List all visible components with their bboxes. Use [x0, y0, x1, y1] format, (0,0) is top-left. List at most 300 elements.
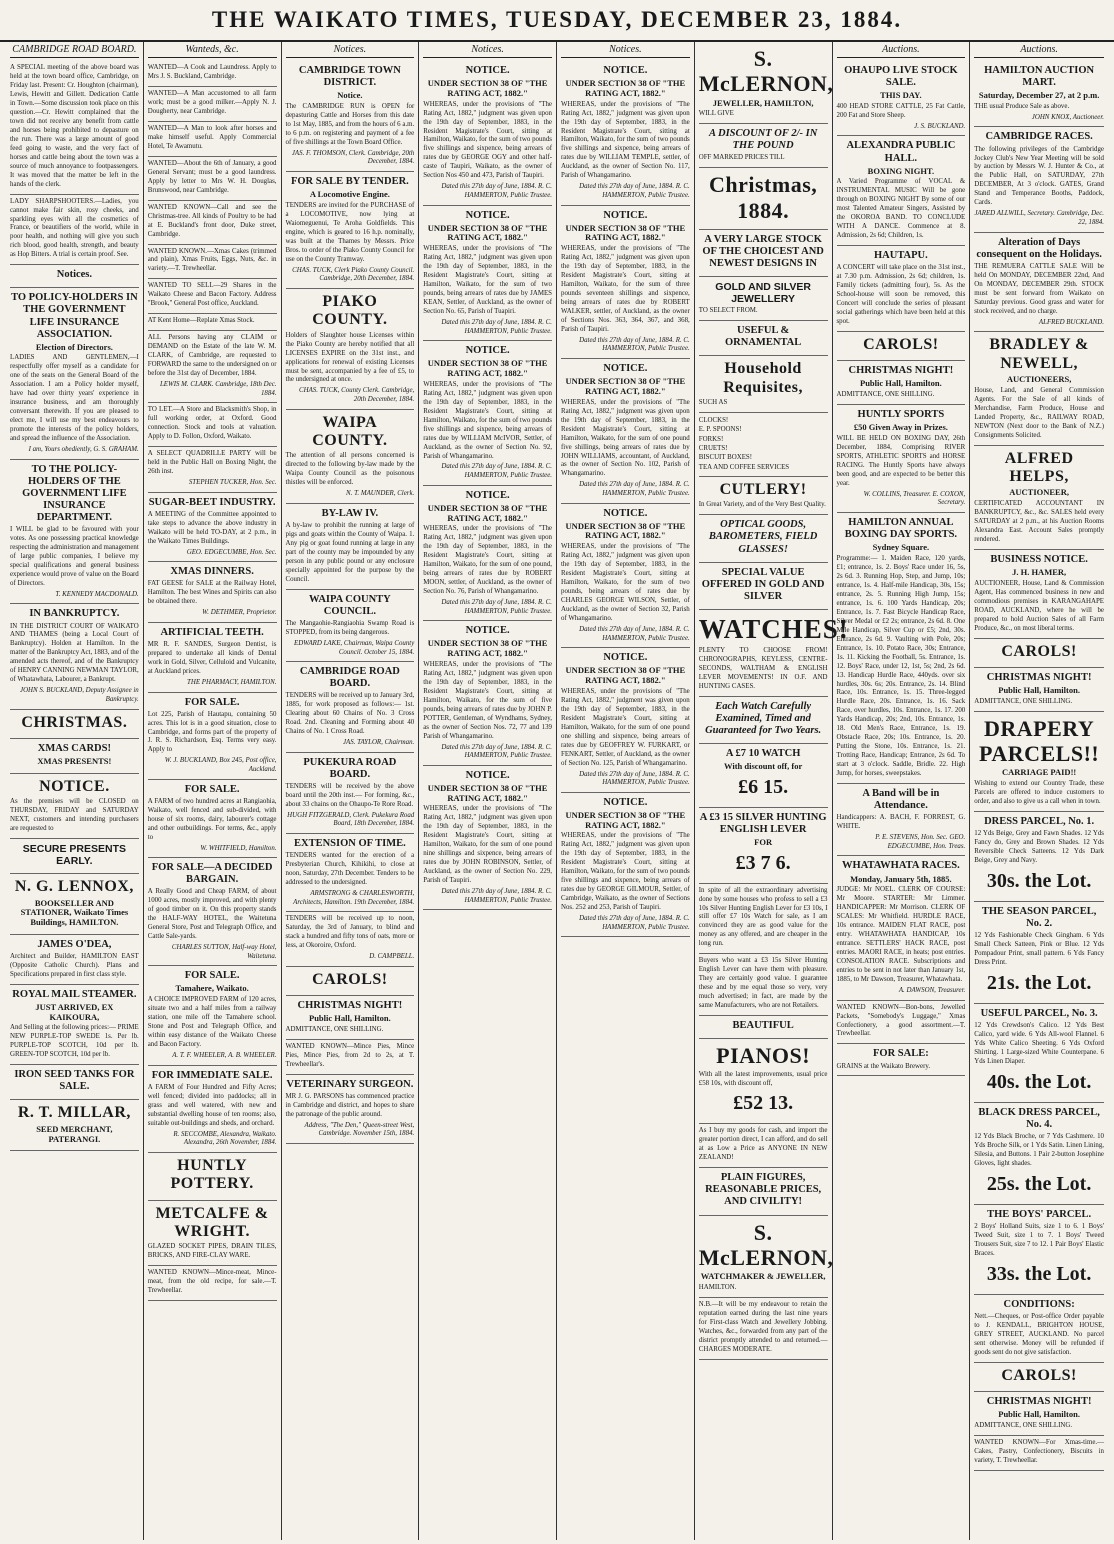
advertisement — [837, 513, 966, 784]
ad-subtitle: UNDER SECTION 38 OF "THE RATING ACT, 1882." — [427, 782, 548, 803]
advertisement — [974, 1363, 1104, 1392]
ad-body-text: In Great Variety, and of the Very Best Quality. — [698, 501, 826, 509]
advertisement — [148, 87, 277, 122]
ad-subtitle: Public Hall, Hamilton. — [998, 684, 1080, 695]
ad-signature: LEWIS M. CLARK. Cambridge, 18th Dec. 1884. — [159, 381, 277, 397]
advertisement — [10, 985, 139, 1065]
ad-subtitle: Sydney Square. — [872, 542, 930, 553]
ad-title: PIANOS! — [716, 1043, 811, 1069]
ad-title: THE SEASON PARCEL, No. 2. — [981, 905, 1097, 929]
advertisement — [837, 361, 966, 405]
ad-title: FOR SALE BY TENDER. — [290, 175, 409, 187]
ad-title: SECURE PRESENTS EARLY. — [22, 843, 127, 868]
ad-title: FOR SALE: — [873, 1048, 929, 1060]
advertisement — [10, 1065, 139, 1100]
ad-body-text: CERTIFICATED ACCOUNTANT IN BANKRUPTCY, &c., &c. SALES held every SATURDAY at 2 p.m., at his Auction Rooms Alexandra East. Account Sales promptly rendered. — [974, 500, 1104, 543]
advertisement — [148, 201, 277, 245]
ad-title: CAMBRIDGE TOWN DISTRICT. — [298, 65, 401, 89]
advertisement — [698, 42, 834, 124]
advertisement — [10, 265, 139, 288]
advertisement — [974, 1205, 1104, 1295]
advertisement — [286, 61, 415, 172]
advertisement — [699, 230, 828, 277]
ad-signature: JARED ALLWILL, Secretary. Cambridge, Dec. 22, 1884. — [974, 210, 1104, 226]
advertisement — [561, 61, 690, 206]
ad-body-text: I WILL be glad to be favoured with your votes. As one possessing practical knowledge respecting the administration and management of large public companies, I believe my special qualifications and general business experience would prove of value on the Board of Directors. — [10, 526, 139, 587]
ad-item-list — [699, 416, 828, 472]
ad-title: PIAKO COUNTY. — [312, 292, 388, 329]
ad-title: THE BOYS' PARCEL. — [987, 1208, 1092, 1220]
advertisement — [837, 856, 966, 1000]
advertisement — [148, 447, 277, 493]
ad-body-text: And Selling at the following prices:— PRIME NEW PURPLE-TOP SWEDE 1s. Per lb. PURPLE-TOP SCOTCH, 10d per lb. GREEN-TOP SCOTCH, 10d per lb. — [10, 1024, 139, 1059]
ad-body-text: A CHOICE IMPROVED FARM of 120 acres, situate two and a half miles from a railway station, one mile off the Tamahere school. Stone and Post and Telegraph Office, and within easy distance of the Waikato Cheese and Bacon Factory. — [147, 996, 277, 1049]
ad-body-text: In spite of all the extraordinary advertising done by some houses who profess to sell a £3 10s Silver Hunting English Lever for £3 10s, I still offer £7 10s Watch for sale, as I am convinced they are as good value for the money as any offered, and are cheaper in the long run. — [698, 886, 828, 948]
advertisement — [699, 954, 828, 1016]
ad-body-text: WANTED KNOWN—Mince Pies, Mince Pies, Mince Pies, from 2d to 2s, at T. Trewheellar's. — [285, 1042, 415, 1068]
ad-subtitle: UNDER SECTION 38 OF "THE RATING ACT, 1882." — [427, 358, 548, 378]
masthead — [0, 0, 1114, 42]
ad-title: CHRISTMAS NIGHT! — [297, 1000, 403, 1012]
advertisement — [974, 1103, 1104, 1205]
ad-body-text: TENDERS will be received up to January 3rd, 1885, for work proposed as follows:— 1st. Clearing about 60 Chains of No. 3 Cross Road. 2nd. Cleaning and Forming about 40 Chains of No. 1 Cross Road. — [285, 692, 415, 736]
advertisement — [974, 712, 1104, 812]
ad-title: NOTICE. — [465, 489, 510, 501]
ad-title: A VERY LARGE STOCK OF THE CHOICEST AND NEWEST DESIGNS IN — [702, 234, 824, 270]
advertisement — [148, 314, 277, 331]
ad-body-text: WHEREAS, under the provisions of "The Rating Act, 1882," judgment was given upon the 19th day of September, 1883, in the Resident Magistrate's Court, sitting at Hamilton, Waikato, for the sum of one pound one shilling and sixpence, being arrears of rates due by GEOFFREY W. FURKART, or FENKART, Settler, of Auckland, as the owner of Section No. 125, Parish of Whangamarino. — [561, 687, 690, 767]
ad-subtitle: Public Hall, Hamilton. — [309, 1013, 391, 1024]
ad-title: ALFRED HELPS, — [1004, 449, 1074, 485]
ad-body-text: Architect and Builder, HAMILTON EAST (Opposite Catholic Church). Plans and Specifications prepared in first class style. — [10, 952, 139, 978]
advertisement — [148, 122, 277, 157]
ad-signature: Dated this 27th day of June, 1884. R. C. HAMMERTON, Public Trustee. — [441, 599, 552, 615]
ad-signature: Dated this 27th day of June, 1884. R. C. HAMMERTON, Public Trustee. — [441, 318, 552, 335]
ad-signature: W. COLLINS, Treasurer. E. COXON, Secretary. — [863, 490, 966, 507]
ad-title: CAROLS! — [312, 970, 388, 988]
ad-signature: STEPHEN TUCKER, Hon. Sec. — [188, 479, 277, 487]
ad-title: R. T. MILLAR, — [17, 1104, 131, 1122]
ad-body-text: WANTED KNOWN—For Xmas-time.—Cakes, Pastry, Confectionery, Biscuits in variety, T. Trewheellar. — [974, 1438, 1104, 1464]
ad-body-text: The attention of all persons concerned is directed to the following by-law made by the Waipa County Council as the poisonous thistles will be enforced. — [285, 452, 415, 487]
advertisement — [10, 288, 139, 459]
ad-title: PLAIN FIGURES, REASONABLE PRICES, AND CIVILITY! — [705, 1172, 822, 1208]
ad-title: WAIPA COUNTY COUNCIL. — [308, 593, 391, 617]
advertisement — [699, 277, 828, 321]
ad-body-text: LADIES AND GENTLEMEN,—I respectfully offer myself as a candidate for one of the seats on the General Board of the Association. I am a Policy holder myself, have had over thirty years' experience in insurance business, and am thoroughly conversant therewith. If you are pleased to elect me, I will use my best endeavours to promote the interests of the policy holders, and spread the influence of the Association. — [10, 354, 139, 443]
ad-signature: R. SECCOMBE, Alexandra, Waikato. Alexandra, 26th November, 1884. — [173, 1130, 277, 1147]
advertisement — [10, 774, 139, 839]
advertisement — [974, 639, 1104, 668]
advertisement — [699, 697, 828, 744]
advertisement — [561, 504, 690, 649]
advertisement — [561, 359, 690, 504]
ad-signature: GEO. EDGECUMBE, Hon. Sec. — [186, 548, 277, 556]
advertisement — [699, 321, 828, 356]
ad-title: BRADLEY & NEWELL, — [989, 336, 1089, 372]
column-heading: CAMBRIDGE ROAD BOARD. — [10, 42, 139, 58]
column-heading: Auctions. — [974, 42, 1104, 58]
ad-body-text: Wishing to extend our Country Trade, these Parcels are offered to induce customers to order, and also to give us a call when in town. — [974, 780, 1104, 806]
ad-title: SUGAR-BEET INDUSTRY. — [148, 496, 276, 508]
ad-signature: Dated this 27th day of June, 1884. R. C. HAMMERTON, Public Trustee. — [579, 183, 690, 199]
ad-subtitle: Saturday, December 27, at 2 p.m. — [978, 90, 1100, 101]
ad-title: CHRISTMAS NIGHT! — [986, 1396, 1092, 1408]
advertisement — [561, 206, 690, 360]
advertisement — [286, 753, 415, 834]
ad-title: IRON SEED TANKS FOR SALE. — [14, 1069, 135, 1093]
advertisement — [148, 61, 277, 87]
ad-body-text: As the premises will be CLOSED on THURSDAY, FRIDAY and SATURDAY NEXT, customers and intending purchasers are requested to — [10, 798, 139, 833]
ad-signature: Dated this 27th day of June, 1884. R. C. HAMMERTON, Public Trustee. — [579, 770, 690, 787]
ad-title: DRESS PARCEL, No. 1. — [984, 815, 1095, 827]
ad-body-text: HAMILTON. — [698, 1283, 737, 1291]
ad-signature: Dated this 27th day of June, 1884. R. C. HAMMERTON, Public Trustee. — [441, 463, 552, 480]
ad-price: 40s. the Lot. — [986, 1070, 1092, 1093]
advertisement — [10, 195, 139, 266]
advertisement — [561, 793, 690, 938]
ad-body-text: 12 Yds Black Broche, or 7 Yds Cashmere. 10 Yds Broche Silk, or 1 Yds Satin. Linen Lining, Silesia, and Buttons. 1 Pair 2-button Josephine Gloves, light shades. — [974, 1132, 1104, 1167]
ad-body-text: A SPECIAL meeting of the above board was held at the town board office, Cambridge, on Friday last. Present: Cr. Houghton (chairman), Lewis, Hewitt and Gillett. Dedication Cattle in Town.—Some discussion took place on this question.—Cr. Hewitt complained that the town did not receive any benefit from cattle and horses being prohibited to depasture on the run. There was a large amount of good feed going to waste, and the very fact of horses and cattle being about the town was a source of much annoyance to footpassengers. It was moved that the matter be left in the hands of the clerk. — [10, 64, 139, 188]
advertisement — [974, 812, 1104, 902]
ad-title: NOTICE. — [465, 65, 510, 76]
ad-title: Household Requisites, — [723, 360, 803, 396]
ad-title: FOR SALE. — [184, 696, 240, 708]
column-4 — [419, 42, 557, 1540]
ad-subtitle: SEED MERCHANT, PATERANGI. — [36, 1123, 113, 1144]
ad-subtitle: BOXING NIGHT. — [867, 165, 935, 176]
advertisement — [837, 246, 966, 332]
ad-subtitle: Public Hall, Hamilton. — [998, 1409, 1080, 1420]
advertisement — [699, 356, 828, 413]
ad-body-text: JUDGE: Mr NOEL. CLERK OF COURSE: Mr Moore. STARTER: Mr Limmer. HANDICAPPER: Mr Morrison. CLERK OF SCALES: Mr Whitfield. HURDLE RACE, 10s entrance. MAIDEN FLAT RACE, post entry. WHATAWHATA HANDICAP, 10s entrance. SETTLERS' HACK RACE, post entries. MAORI RACE, in heats; post entries. CONSOLATION RACE. Subscriptions and entries to be sent in not later than January 1st, 1885, to Mr Dawson, Treasurer, Whatawhata. — [836, 886, 966, 983]
advertisement — [286, 912, 415, 967]
advertisement — [148, 780, 277, 859]
advertisement — [148, 403, 277, 447]
advertisement — [148, 1201, 277, 1267]
ad-body-text: WHEREAS, under the provisions of "The Rating Act, 1882," judgment was given upon the 19th day of September, 1883, in the Resident Magistrate's Court, sitting at Hamilton, Waikato, for the sum of two pounds, being arrears of rates due by CHARLES GEORGE WILSON, Settler, of Auckland, as the owner of Section 32, Parish of Whangamarino. — [561, 543, 690, 622]
ad-body-text: WHEREAS, under the provisions of "The Rating Act, 1882," judgment was given upon the 19th day of September, 1883, in the Resident Magistrate's Court, sitting at Hamilton, Waikato, for the sum of two pounds five shillings and sixpence, being arrears of rates due by GEORGE GILMOUR, Settler, of Cambridge, Waikato, as the owner of Sections Nos. 252 and 253, Parish of Taupiri. — [561, 832, 690, 912]
advertisement — [837, 405, 966, 513]
advertisement — [974, 61, 1104, 127]
advertisement — [974, 1436, 1104, 1471]
ad-title: NOTICE. — [39, 777, 110, 795]
ad-title: Alteration of Days consequent on the Holidays. — [976, 236, 1102, 260]
ad-title: CAROLS! — [1001, 642, 1077, 660]
ad-title: METCALFE & WRIGHT. — [155, 1204, 269, 1240]
advertisement — [974, 550, 1104, 639]
advertisement — [286, 834, 415, 912]
advertisement — [974, 1004, 1104, 1103]
ad-body-text: 12 Yds Fashionable Check Gingham. 6 Yds Small Check Satteen, Pink or Blue. 12 Yds Pompadour Print, small pattern. 6 Yds Fancy Dress Print. — [974, 932, 1104, 966]
advertisement — [423, 486, 552, 622]
ad-body-text: WHEREAS, under the provisions of "The Rating Act, 1882," judgment was given upon the 19th day of September, 1883, in the Resident Magistrate's Court, sitting at Hamilton, Waikato, for the sum of five pounds, being arrears of rates due by JOHN P. POTTER, Gentleman, of Wyndhams, Sydney, as the owner of Section Nos. 72, 77 and 139 Parish of Whangamarino. — [423, 660, 552, 740]
advertisement — [10, 874, 139, 935]
list-item: BISCUIT BOXES! — [698, 454, 753, 462]
advertisement — [974, 233, 1104, 333]
ad-title: FOR SALE. — [184, 783, 240, 795]
ad-title: A £7 10 WATCH — [725, 747, 801, 759]
advertisement — [699, 808, 828, 884]
advertisement — [698, 1216, 834, 1298]
ad-title: CHRISTMAS NIGHT! — [848, 365, 954, 377]
ad-signature: Dated this 27th day of June, 1884. R. C. HAMMERTON, Public Trustee. — [441, 183, 552, 199]
ad-signature: HUGH FITZGERALD, Clerk. Pukekura Road Board, 18th December, 1884. — [287, 811, 415, 828]
ad-title: USEFUL PARCEL, No. 3. — [980, 1007, 1098, 1019]
advertisement — [974, 446, 1104, 550]
advertisement — [974, 668, 1104, 712]
ad-title: DRAPERY PARCELS!! — [979, 715, 1100, 767]
ad-title: BEAUTIFUL — [732, 1020, 794, 1032]
ad-subtitle: UNDER SECTION 38 OF "THE RATING ACT, 1882." — [427, 78, 548, 98]
advertisement — [10, 935, 139, 985]
ad-signature: CHAS. TUCK, County Clerk. Cambridge, 20th December, 1884. — [299, 387, 415, 404]
ad-body-text: AUCTIONEER, House, Land & Commission Agent, Has commenced business in new and commodious premises in KARANGAHAPE ROAD, AUCKLAND, where he will be prepared to hold Auction Sales of all Farm Produce, &c., on most liberal terms. — [974, 579, 1104, 632]
ad-body-text: IN THE DISTRICT COURT OF WAIKATO AND THAMES (being a Local Court of Bankruptcy). Holden at Hamilton. In the matter of the Bankruptcy Act, 1883, and of the amended acts thereof, and of the Bankruptcy of HENRY CANNING NEWMAN TAYLOR, of Whatawhata, Labourer, a Bankrupt. — [10, 622, 139, 684]
column-8 — [970, 42, 1108, 1540]
advertisement — [423, 766, 552, 911]
ad-signature: A. T. F. WHEELER, A. B. WHEELER. — [172, 1052, 277, 1060]
ad-subtitle: J. H. HAMER, — [1012, 566, 1067, 577]
ad-subtitle: AUCTIONEER, — [1009, 487, 1069, 498]
ad-subtitle: Public Hall, Hamilton. — [860, 378, 942, 389]
advertisement — [699, 1168, 828, 1215]
list-item: FORKS! — [698, 435, 724, 443]
ad-title: TO POLICY-HOLDERS IN THE GOVERNMENT LIFE INSURANCE ASSOCIATION. — [11, 292, 138, 340]
columns-container — [6, 42, 1108, 1540]
advertisement — [10, 739, 139, 774]
ad-subtitle: £50 Given Away in Prizes. — [853, 422, 948, 433]
ad-body-text: WHEREAS, under the provisions of "The Rating Act, 1882," judgment was given upon the 19th day of September, 1883, in the Resident Magistrate's Court, sitting at Hamilton, Waikato, for the sum of two pounds five shillings and sixpence, being arrears of rates due by WILLIAM TEMPLE, settler, of Auckland, as the owner of Section No. 117, Parish of Whangamarino. — [561, 100, 690, 180]
advertisement — [423, 61, 552, 206]
ad-title: NOTICE. — [603, 796, 648, 808]
ad-signature: J. S. BUCKLAND. — [914, 122, 966, 130]
ad-subtitle: UNDER SECTION 38 OF "THE RATING ACT, 1882." — [565, 809, 686, 830]
ad-title: TO THE POLICY-HOLDERS OF THE GOVERNMENT LIFE INSURANCE DEPARTMENT. — [22, 463, 127, 523]
advertisement — [148, 562, 277, 623]
ad-title: EXTENSION OF TIME. — [294, 838, 406, 849]
ad-body-text: AT Kent Home—Replate Xmas Stock. — [147, 317, 255, 325]
advertisement — [148, 1266, 277, 1301]
ad-title: BUSINESS NOTICE. — [990, 553, 1088, 565]
ad-title: NOTICE. — [603, 507, 648, 519]
ad-body-text: WANTED KNOWN.—Xmas Cakes (trimmed and plain), Xmas Fruits, Eggs, Nuts, &c. in variety.—T. Trewheellar. — [147, 247, 277, 273]
advertisement — [148, 966, 277, 1065]
ad-body-text: TO SELECT FROM. — [698, 307, 758, 315]
advertisement — [423, 341, 552, 486]
advertisement — [286, 590, 415, 662]
ad-body-text: THE REMUERA CATTLE SALE Will be held On MONDAY, DECEMBER 22nd, And On MONDAY, DECEMBER 29th. STOCK must be sent forward from Waikato on Saturday previous. Good grass and water for stock received, and no charge. — [974, 262, 1104, 315]
ad-title: WATCHES! — [698, 613, 849, 644]
ad-title: NOTICE. — [465, 345, 510, 357]
ad-title: FOR SALE. — [184, 970, 240, 982]
ad-subtitle: UNDER SECTION 38 OF "THE RATING ACT, 1882." — [427, 502, 548, 523]
ad-body-text: 2 Boys' Holland Suits, size 1 to 6. 1 Boys' Tweed Suit, size 1 to 7. 1 Boys' Tweed Trousers Suit, size 7 to 12. 1 Pair Boys' Elastic Braces. — [974, 1222, 1104, 1257]
ad-title: WHATAWHATA RACES. — [842, 860, 960, 872]
ad-body-text: Holders of Slaughter house Licenses within the Piako County are hereby notified that all LICENSES EXPIRE on the 31st inst., and applications for renewal of existing Licenses must be sent, accompanied by a fee of £5, to the undersigned at once. — [285, 331, 415, 384]
ad-title: BLACK DRESS PARCEL, No. 4. — [978, 1106, 1100, 1130]
ad-title: A £3 15 SILVER HUNTING ENGLISH LEVER — [699, 811, 827, 835]
ad-subtitle: CARRIAGE PAID!! — [1002, 767, 1077, 778]
ad-body-text: WANTED KNOWN—Call and see the Christmas-tree. All kinds of Poultry to be had at E. Buckland's front door, Duke street, Cambridge. — [147, 203, 277, 238]
ad-body-text: WANTED—About the 6th of January, a good General Servant; must be a good laundress. Apply by letter to Mrs W. H. Douglas, Brunswood, near Cambridge. — [147, 159, 277, 194]
ad-body-text: PLENTY TO CHOOSE FROM! CHRONOGRAPHS, KEYLESS, CENTRE-SECONDS, WALTHAM & ENGLISH LEVER MOVEMENTS! IN O.F. AND HUNTING CASES. — [698, 646, 828, 690]
advertisement — [561, 648, 690, 793]
advertisement — [698, 610, 849, 697]
ad-body-text: A FARM of two hundred acres at Rangiaohia, Waikato, well fenced and sub-divided, with house of six rooms, dairy, labourer's cottage and other outbuildings. For terms, &c., apply to — [147, 797, 277, 841]
advertisement — [699, 477, 828, 515]
advertisement — [699, 1124, 828, 1168]
ad-signature: Dated this 27th day of June, 1884. R. C. HAMMERTON, Public Trustee. — [441, 743, 552, 760]
ad-body-text: A Varied Programme of VOCAL & INSTRUMENTAL MUSIC Will be gone through on BOXING NIGHT By some of our most Talented Amateur Singers, Assisted by the OKOROA BAND. TO CONCLUDE WITH A DANCE. Commence at 8. Admission, 2s 6d; Children, 1s. — [836, 178, 966, 240]
ad-body-text: A FARM of Four Hundred and Fifty Acres; well fenced; divided into paddocks; all in grass and well watered, with new and substantial dwelling house of ten rooms; also, suitable out-buildings and sheds, and orchard. — [147, 1083, 277, 1127]
advertisement — [699, 124, 828, 168]
ad-subtitle: XMAS PRESENTS! — [37, 756, 112, 766]
ad-title: XMAS CARDS! — [37, 742, 111, 754]
ad-subtitle: With discount off, for — [724, 760, 803, 771]
ad-signature: Dated this 27th day of June, 1884. R. C. HAMMERTON, Public Trustee. — [579, 336, 690, 353]
ad-subtitle: AUCTIONEERS, — [1006, 373, 1072, 384]
ad-signature: Dated this 27th day of June, 1884. R. C. HAMMERTON, Public Trustee. — [579, 625, 690, 642]
advertisement — [286, 967, 415, 996]
ad-subtitle: UNDER SECTION 38 OF "THE RATING ACT, 1882." — [565, 520, 686, 541]
ad-body-text: WHEREAS, under the provisions of "The Rating Act, 1882," judgment was given upon the 19th day of September, 1883, in the Resident Magistrate's Court, sitting at Hamilton, Waikato, for the sum of two pounds, being arrears of rates due by JAMES KEAN, Settler, of Auckland, as the owner of Section No. 65, Parish of Tuapiri. — [423, 245, 552, 315]
ad-title: CAROLS! — [863, 335, 939, 353]
ad-body-text: OFF MARKED PRICES TILL — [698, 154, 785, 162]
ad-title: SPECIAL VALUE OFFERED IN GOLD AND SILVER — [701, 566, 825, 602]
ad-title: CUTLERY! — [719, 481, 807, 499]
advertisement — [286, 1040, 415, 1075]
ad-body-text: A Really Good and Cheap FARM, of about 1000 acres, mostly improved, and with plenty of good timber on it. On this property stands the HALF-WAY HOTEL, the Waitetuna General Store, Post and Telegraph Office, and Cattle Sale-yards. — [147, 888, 277, 941]
advertisement — [286, 662, 415, 753]
ad-body-text: 400 HEAD STORE CATTLE, 25 Fat Cattle, 200 Fat and Store Sheep. — [836, 102, 966, 119]
advertisement — [699, 168, 828, 230]
advertisement — [974, 332, 1104, 445]
ad-title: HAUTAPU. — [873, 250, 928, 262]
ad-body-text: ADMITTANCE, ONE SHILLING. — [836, 391, 935, 399]
ad-subtitle: UNDER SECTION 38 OF "THE RATING ACT, 1882." — [565, 222, 686, 243]
advertisement — [10, 61, 139, 195]
column-6 — [695, 42, 849, 1540]
advertisement — [423, 206, 552, 342]
ad-subtitle: JUST ARRIVED, EX KAIKOURA, — [35, 1001, 114, 1022]
ad-body-text: 12 Yds Crewdson's Calico. 12 Yds Best Calico, yard wide. 6 Yds All-wool Flannel. 6 Yds White Calico Sheeting. 6 Yds Oxford Shirting. 1 Large-sized White Counterpane. 6 Yds Linen Diaper. — [974, 1021, 1104, 1065]
ad-title: ARTIFICIAL TEETH. — [160, 626, 264, 638]
advertisement — [10, 1100, 139, 1151]
ad-signature: EDWARD LAKE, Chairman, Waipa County Council. October 15, 1884. — [294, 639, 415, 656]
ad-body-text: WHEREAS, under the provisions of "The Rating Act, 1882," judgment was given upon the 19th day of September, 1883, in the Resident Magistrate's Court, sitting at Hamilton, Waikato, for the sum of one pound nine shillings and sixpence, being arrears of rates due by JOHN ROBINSON, Settler, of Auckland, as the owner of Section No. 229, Parish of Taupiri. — [423, 805, 552, 885]
ad-signature: Dated this 27th day of June, 1884. R. C. HAMMERTON, Public Trustee. — [579, 915, 690, 931]
ad-signature: P. E. STEVENS, Hon. Sec. GEO. EDGECUMBE, Hon. Treas. — [875, 834, 966, 850]
ad-title: GOLD AND SILVER JEWELLERY — [715, 281, 811, 306]
column-heading: Wanteds, &c. — [148, 42, 277, 58]
ad-body-text: The Mangaohie-Rangiaohia Swamp Road is STOPPED, from its being dangerous. — [285, 619, 415, 636]
list-item: TEA AND COFFEE SERVICES — [698, 463, 790, 471]
ad-title: ALEXANDRA PUBLIC HALL. — [846, 140, 956, 164]
advertisement — [148, 493, 277, 563]
ad-body-text: ADMITTANCE, ONE SHILLING. — [285, 1025, 384, 1033]
ad-signature: Address, "The Den," Queen-street West, Cambridge. November 15th, 1884. — [304, 1121, 415, 1138]
ad-title: A Band will be in Attendance. — [862, 788, 940, 812]
ad-body-text: WHEREAS, under the provisions of "The Rating Act, 1882," judgment was given upon the 19th day of September, 1883, in the Resident Magistrate's Court, sitting at Hamilton, Waikato, for the sum of two pounds five shillings and sixpence, being arrears of rates due by WILLIAM McIVOR, Settler, of Auckland, as the owner of Section No. 92, Parish of Whangamarino. — [423, 380, 552, 460]
ad-body-text: ADMITTANCE, ONE SHILLING. — [974, 1421, 1073, 1429]
ad-subtitle: FOR — [754, 836, 773, 847]
advertisement — [837, 1001, 966, 1045]
ad-signature: JAS. TAYLOR, Chairman. — [342, 739, 415, 747]
advertisement — [699, 744, 828, 808]
ad-subtitle: Notice. — [337, 90, 363, 101]
advertisement — [423, 621, 552, 766]
ad-body-text: WANTED—A Man to look after horses and make himself useful. Apply Commercial Hotel, Te Awamutu. — [147, 124, 277, 150]
advertisement — [837, 332, 966, 361]
ad-body-text: WHEREAS, under the provisions of "The Rating Act, 1882," judgment was given upon the 19th day of September, 1883, in the Resident Magistrate's Court, sitting at Hamilton, Waikato, for the sum of one pound five shillings, being arrears of rates due by JOHN WILLIAMS, accountant, of Auckland, as the owner of Section No. 102, Parish of Whangamarino. — [561, 398, 690, 478]
advertisement — [974, 1295, 1104, 1363]
ad-signature: W. J. BUCKLAND, Box 245, Post office, Auckland. — [164, 757, 277, 774]
ad-title: CHRISTMAS NIGHT! — [986, 671, 1092, 683]
advertisement — [699, 563, 828, 610]
ad-body-text: ADMITTANCE, ONE SHILLING. — [974, 697, 1073, 705]
ad-signature: W. WHITFIELD, Hamilton. — [200, 844, 277, 852]
column-heading: Notices. — [286, 42, 415, 58]
advertisement — [837, 136, 966, 246]
advertisement — [148, 1066, 277, 1153]
ad-body-text: TENDERS will be received by the above board until the 20th inst.— For forming, &c., about 33 chains on the Ohaupo-Te Rore Road. — [285, 782, 415, 808]
ad-body-text: WANTED—A Cook and Laundress. Apply to Mrs J. S. Buckland, Cambridge. — [147, 64, 277, 80]
ad-body-text: WANTED KNOWN—Bon-bons, Jewelled Packets, "Somebody's Luggage," Xmas Confectionery, a good assortment.—T. Trewheellar. — [836, 1003, 966, 1038]
ad-title: IN BANKRUPTCY. — [29, 608, 120, 620]
ad-body-text: ALL Persons having any CLAIM or DEMAND on the Estate of the late W. M. CLARK, of Cambridge, are requested to FORWARD the same to the undersigned on or before the 31st day of December, 1884. — [147, 334, 277, 378]
ad-price: 25s. the Lot. — [986, 1172, 1092, 1195]
ad-body-text: House, Land, and General Commission Agents. For the Sale of all kinds of Merchandise, Farm Produce, House and Landed Property, &c., RAILWAY ROAD, NEWTON (Next door to the Bank of N.Z.) Consignments Solicited. — [974, 386, 1104, 439]
advertisement — [286, 504, 415, 590]
ad-signature: A. DAWSON, Treasurer. — [898, 986, 966, 994]
ad-body-text: WANTED—A Man accustomed to all farm work; must be a good milker.—Apply N. J. Dougherty, near Cambridge. — [147, 89, 277, 115]
ad-price: £3 7 6. — [735, 851, 791, 874]
advertisement — [286, 289, 415, 410]
ad-subtitle: UNDER SECTION 38 OF "THE RATING ACT, 1882." — [565, 78, 686, 98]
ad-body-text: WILL GIVE — [698, 110, 734, 118]
ad-title: HAMILTON ANNUAL BOXING DAY SPORTS. — [844, 517, 958, 541]
ad-body-text: A SELECT QUADRILLE PARTY will be held in the Public Hall on Boxing Night, the 26th inst. — [147, 450, 277, 476]
column-7 — [833, 42, 971, 1540]
advertisement — [10, 460, 139, 605]
ad-body-text: WHEREAS, under the provisions of "The Rating Act, 1882," judgment was given upon the 19th day of September, 1883, in the Resident Magistrate's Court, sitting at Hamilton, Waikato, for the sum of three pounds seventeen shillings and sixpence, being arrears of rates due by ROBERT WALKER, settler, of Auckland, as the owner of Sections Nos. 363, 364, 367, and 368, Parish of Taupiri. — [561, 245, 690, 333]
ad-subtitle: JEWELLER, HAMILTON, — [712, 97, 814, 108]
ad-title: NOTICE. — [603, 652, 648, 664]
ad-price: 33s. the Lot. — [986, 1262, 1092, 1285]
ad-body-text: Buyers who want a £3 15s Silver Hunting English Lever can have them with pleasure. They are certainly good value. I guarantee these and by me equal those so very, very much advertised; in fact, are made by the same Manufacturers, who are not Retailers. — [698, 957, 828, 1010]
column-2 — [144, 42, 282, 1540]
page-title: THE WAIKATO TIMES, TUESDAY, DECEMBER 23, 1884. — [211, 7, 903, 32]
ad-subtitle: UNDER SECTION 38 OF "THE RATING ACT, 1882." — [427, 222, 548, 243]
ad-title: A DISCOUNT OF 2/- IN THE POUND — [708, 128, 818, 152]
ad-body-text: TENDERS will be received up to noon, Saturday, the 3rd of January, to blind and stack a hundred and fifty tons of oats, more or less, at Okoroire, Oxford. — [285, 915, 415, 950]
ad-body-text: Programme:— 1. Maiden Race, 120 yards, £1; entrance, 1s. 2. Boys' Race under 16, 5s, 2s 6d. 3. Running Hop, Step, and Jump, 10s; entrance, 1s. 4. Half-mile Handicap, 30s, 15s; entrance, 2s. 5. Running High Jump, 15s; entrance, 1s. 6. 100 Yards Handicap, 20s; Entrance, 1s. 7. Fast Bicycle Handicap Race, Silver Medal or £2 2s; entrance, 2s 6d. 8. One Mile Handicap, Silver Cup or £5; 2nd, 30s. Entrance, 2s 6d. 9. Vaulting with Pole, 20s; Entrance, 1s. 10. Potato Race, 30s; Entrance, 1s. 11. Kicking the Football, 5s. Entrance, 1s. 12. Boys' Race, under 12, 1st, 5s; 2nd, 2s 6d. 13. Handicap Hurdle Race, 440yds. over six hurdles, 30s. 6s; 20s. Entrance, 2s. 14. Blind Race, 10s. Entrance, 1s. 15. Three-legged Hurdle Race, 20s. Entrance, 1s. 16. Sack Race, over hurdles, 10s. Entrance, 1s. 17. 200 Yards Handicap, 20s; 2nd, 10s. Entrance, 1s. 18. Old Men's Race, Entrance, 1s. 19. Obstacle Race, 20s; 10s. Entrance, 1s. 20. Putting the Stone, 10s. Entrance, 1s. 21. Trotting Race, Handicap; Entrance, 2s 6d. To start at 3 o'clock. Saddle, Bridle. 22. High Jump, for horses, sweepstakes. — [836, 554, 966, 778]
ad-signature: CHARLES SUTTON, Half-way Hotel, Waitetuna. — [171, 944, 277, 960]
ad-signature: Dated this 27th day of June, 1884. R. C. HAMMERTON, Public Trustee. — [441, 888, 552, 904]
ad-title: CHRISTMAS. — [21, 713, 128, 731]
ad-title: CAMBRIDGE RACES. — [985, 131, 1093, 143]
advertisement — [699, 884, 828, 955]
ad-signature: JAS. F. THOMSON, Clerk. Cambridge, 20th December, 1884. — [291, 149, 415, 166]
ad-body-text: Nett.—Cheques, or Post-office Order payable to J. KENDALL, BRIGHTON HOUSE, GREY STREET, AUCKLAND. No parcel sent otherwise. Money will be refunded if goods sent do not give satisfaction. — [974, 1312, 1104, 1356]
ad-signature: Dated this 27th day of June, 1884. R. C. HAMMERTON, Public Trustee. — [579, 481, 690, 498]
ad-body-text: A MEETING of the Committee appointed to take steps to advance the above industry in Waikato will be held TO-DAY, at 2 p.m., in the Waikato Times Buildings. — [147, 510, 277, 545]
ad-body-text: The following privileges of the Cambridge Jockey Club's New Year Meeting will be sold by auction by Messrs W. J. Hunter & Co., at the Public Hall, on SATURDAY, 27th DECEMBER, At 3 o'clock. GATES, Grand Stand and Temperance Booths, Paddock, Cards. — [974, 145, 1104, 207]
ad-title: CAMBRIDGE ROAD BOARD. — [299, 666, 400, 690]
ad-title: VETERINARY SURGEON. — [286, 1078, 414, 1090]
advertisement — [974, 1392, 1104, 1436]
